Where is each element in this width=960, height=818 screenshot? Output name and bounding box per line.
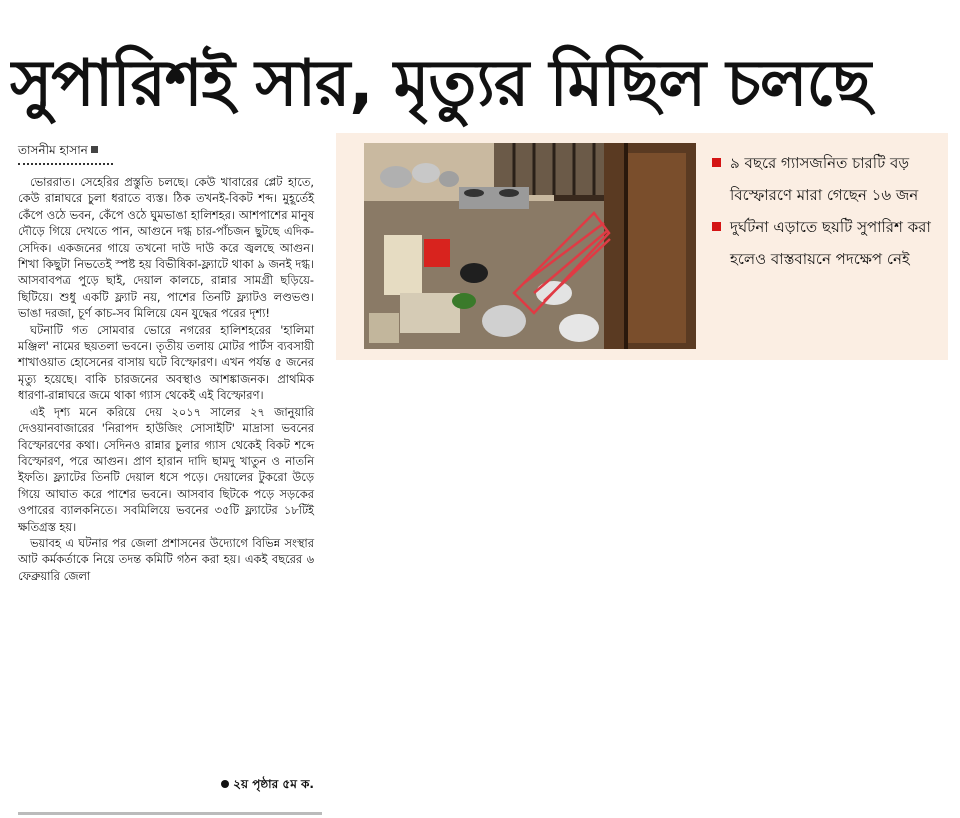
byline-square-icon bbox=[91, 146, 98, 153]
continuation-note[interactable] bbox=[18, 776, 314, 796]
highlight-bullet-text: ৯ বছরে গ্যাসজনিত চারটি বড় বিস্ফোরণে মারা গেছেন ১৬ জন bbox=[730, 154, 919, 204]
column-bottom-rule bbox=[18, 812, 322, 815]
highlight-box bbox=[336, 133, 948, 360]
continuation-label: ২য় পৃষ্ঠার ৫ম ক. bbox=[233, 777, 314, 791]
byline-dotted-divider bbox=[18, 163, 113, 165]
article-paragraph: ভোররাত। সেহেরির প্রস্তুতি চলছে। কেউ খাবারের প্লেট হাতে, কেউ রান্নাঘরে চুলা ধরাতে ব্যস্ত। ঠিক তখনই-বিকট শব্দ। মুহূর্তেই কেঁপে ওঠে ভবন, কেঁপে ওঠে ঘুমভাঙা হালিশহর। আশপাশের মানুষ দৌড়ে গিয়ে দেখতে পান, আগুনে দগ্ধ চার-পাঁচজন ছুটছে এদিক-সেদিক। একজনের গায়ে তখনো দাউ দাউ করে জ্বলছে আগুন। শিখা কিছুটা নিভতেই স্পষ্ট হয় বিভীষিকা-ফ্ল্যাটে থাকা ৯ জনই দগ্ধ। আসবাবপত্র পুড়ে ছাই, দেয়াল কালচে, রান্নার সামগ্রী ছড়িয়ে-ছিটিয়ে। শুধু একটি ফ্ল্যাট নয়, পাশের তিনটি ফ্ল্যাটও লণ্ডভণ্ড। ভাঙা দরজা, চূর্ণ কাচ-সব মিলিয়ে যেন যুদ্ধের পরের দৃশ্য! bbox=[18, 175, 314, 321]
article-paragraph: ঘটনাটি গত সোমবার ভোরে নগরের হালিশহরের 'হালিমা মঞ্জিল' নামের ছয়তলা ভবনে। তৃতীয় তলায় মোটর পার্টস ব্যবসায়ী শাখাওয়াত হোসেনের বাসায় ঘটে বিস্ফোরণ। এখন পর্যন্ত ৫ জনের মৃত্যু হয়েছে। বাকি চারজনের অবস্থাও আশঙ্কাজনক। প্রাথমিক ধারণা-রান্নাঘরে জমে থাকা গ্যাস থেকেই এই বিস্ফোরণ। bbox=[18, 322, 314, 403]
article-body bbox=[18, 174, 314, 584]
byline-author: তাসনীম হাসান bbox=[18, 143, 88, 157]
headline: সুপারিশই সার, মৃত্যুর মিছিল চলছে bbox=[10, 47, 871, 121]
highlight-bullets bbox=[712, 147, 944, 275]
red-square-bullet-icon bbox=[712, 222, 721, 231]
kitchen-explosion-photo bbox=[364, 143, 696, 349]
bullet-dot-icon bbox=[221, 780, 229, 788]
highlight-bullet-text: দুর্ঘটনা এড়াতে ছয়টি সুপারিশ করা হলেও বাস্তবায়নে পদক্ষেপ নেই bbox=[730, 218, 931, 268]
red-square-bullet-icon bbox=[712, 158, 721, 167]
highlight-bullet bbox=[712, 147, 944, 211]
article-paragraph: ভয়াবহ এ ঘটনার পর জেলা প্রশাসনের উদ্যোগে বিভিন্ন সংস্থার আট কর্মকর্তাকে নিয়ে তদন্ত কমিটি গঠন করা হয়। একই বছরের ৬ ফেব্রুয়ারি জেলা bbox=[18, 535, 314, 583]
kitchen-explosion-photo-svg bbox=[364, 143, 696, 349]
article-paragraph: এই দৃশ্য মনে করিয়ে দেয় ২০১৭ সালের ২৭ জানুয়ারি দেওয়ানবাজারের 'নিরাপদ হাউজিং সোসাইটি' মাদ্রাসা ভবনের বিস্ফোরণের কথা। সেদিনও রান্নার চুলার গ্যাস থেকেই বিকট শব্দে বিস্ফোরণ, পরে আগুন। প্রাণ হারান দাদি ছামদু খাতুন ও নাতনি ইফতি। ফ্ল্যাটের তিনটি দেয়াল ধসে পড়ে। দেয়ালের টুকরো উড়ে গিয়ে আঘাত করে পাশের ভবনে। আসবাব ছিটকে পড়ে সড়কের ওপারের ব্যালকনিতে। সবমিলিয়ে ভবনের ৩৫টি ফ্ল্যাটের ১৮টিই ক্ষতিগ্রস্ত হয়। bbox=[18, 404, 314, 534]
highlight-bullet bbox=[712, 211, 944, 275]
byline bbox=[18, 142, 98, 158]
